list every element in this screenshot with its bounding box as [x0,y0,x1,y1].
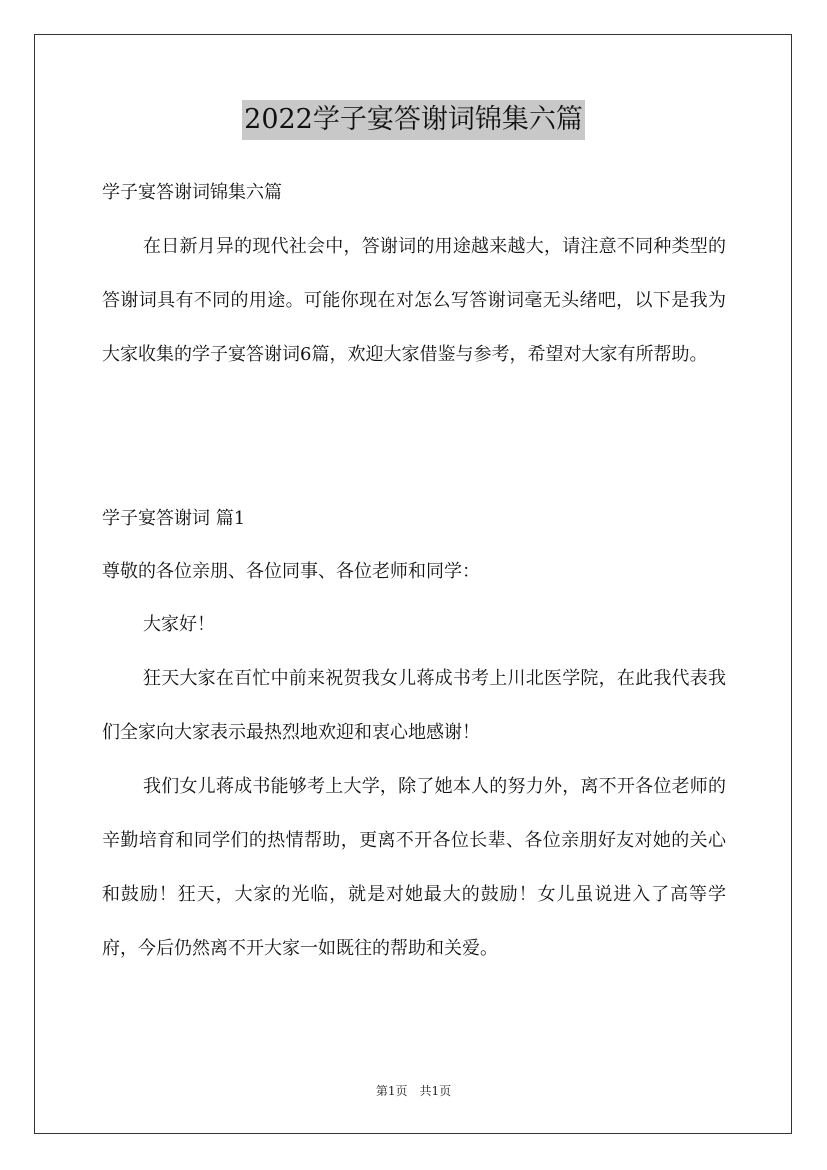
page-footer: 第1页 共1页 [375,1084,452,1098]
section-heading: 学子宴答谢词 篇1 [102,508,246,529]
salutation: 尊敬的各位亲朋、各位同事、各位老师和同学： [102,561,480,582]
greeting: 大家好！ [143,614,215,635]
document-title-text: 2022学子宴答谢词锦集六篇 [242,100,585,140]
body-paragraph: 狂天大家在百忙中前来祝贺我女儿蒋成书考上川北医学院，在此我代表我们全家向大家表示最热烈地欢迎和衷心地感谢！ [102,668,726,743]
document-subtitle: 学子宴答谢词锦集六篇 [102,182,282,203]
body-paragraph: 我们女儿蒋成书能够考上大学，除了她本人的努力外，离不开各位老师的辛勤培育和同学们的热情帮助，更离不开各位长辈、各位亲朋好友对她的关心和鼓励！狂天，大家的光临，就是对她最大的鼓励！女儿虽说进入了高等学府，今后仍然离不开大家一如既往的帮助和关爱。 [102,776,726,959]
document-title [0,100,827,140]
intro-paragraph: 在日新月异的现代社会中，答谢词的用途越来越大，请注意不同种类型的答谢词具有不同的用途。可能你现在对怎么写答谢词毫无头绪吧，以下是我为大家收集的学子宴答谢词6篇，欢迎大家借鉴与参考，希望对大家有所帮助。 [102,236,726,365]
